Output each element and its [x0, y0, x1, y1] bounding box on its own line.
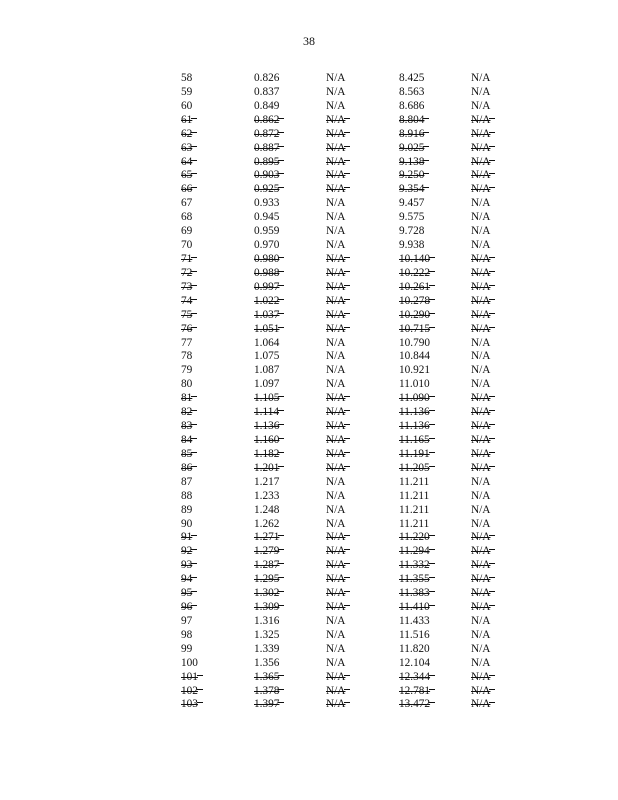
value-1-cell: 1.217	[254, 475, 280, 488]
table-row	[181, 100, 511, 114]
value-3-cell: 9.938	[399, 239, 425, 252]
row-number-cell: 81	[181, 392, 197, 406]
table-row-struck	[181, 420, 511, 434]
value-1-cell: 1.087	[254, 364, 280, 377]
value-1-cell: 1.064	[254, 336, 280, 349]
value-4-cell: N/A	[471, 671, 495, 685]
value-1-cell: 1.365	[254, 671, 284, 685]
row-number-cell: 62	[181, 128, 197, 142]
value-1-cell: 1.201	[254, 462, 284, 476]
table-row	[181, 197, 511, 211]
value-2-cell: N/A	[326, 281, 350, 295]
value-3-cell: 9.025	[399, 142, 429, 156]
row-number-cell: 88	[181, 489, 193, 502]
value-2-cell: N/A	[326, 350, 346, 363]
value-1-cell: 1.309	[254, 601, 284, 615]
value-4-cell: N/A	[471, 587, 495, 601]
value-1-cell: 1.287	[254, 559, 284, 573]
value-2-cell: N/A	[326, 183, 350, 197]
value-1-cell: 1.397	[254, 698, 284, 712]
value-3-cell: 11.433	[399, 614, 430, 627]
value-1-cell: 1.114	[254, 406, 284, 420]
value-4-cell: N/A	[471, 614, 491, 627]
value-4-cell: N/A	[471, 350, 491, 363]
value-3-cell: 10.790	[399, 336, 431, 349]
table-row	[181, 643, 511, 657]
value-3-cell: 11.355	[399, 573, 435, 587]
value-4-cell: N/A	[471, 72, 491, 84]
row-number-cell: 94	[181, 573, 197, 587]
value-3-cell: 11.205	[399, 462, 435, 476]
row-number-cell: 92	[181, 545, 197, 559]
row-number-cell: 84	[181, 434, 197, 448]
value-2-cell: N/A	[326, 225, 346, 238]
value-4-cell: N/A	[471, 406, 495, 420]
value-3-cell: 8.686	[399, 99, 425, 112]
table-row-struck	[181, 183, 511, 197]
value-1-cell: 1.037	[254, 309, 284, 323]
value-3-cell: 10.715	[399, 323, 435, 337]
row-number-cell: 64	[181, 156, 197, 170]
value-4-cell: N/A	[471, 475, 491, 488]
value-4-cell: N/A	[471, 225, 491, 238]
value-4-cell: N/A	[471, 392, 495, 406]
table-row	[181, 629, 511, 643]
value-2-cell: N/A	[326, 392, 350, 406]
value-3-cell: 9.250	[399, 169, 429, 183]
value-4-cell: N/A	[471, 364, 491, 377]
value-4-cell: N/A	[471, 573, 495, 587]
value-4-cell: N/A	[471, 559, 495, 573]
value-4-cell: N/A	[471, 197, 491, 210]
value-1-cell: 1.316	[254, 614, 280, 627]
value-3-cell: 11.516	[399, 628, 430, 641]
value-4-cell: N/A	[471, 336, 491, 349]
value-1-cell: 0.849	[254, 99, 280, 112]
value-2-cell: N/A	[326, 267, 350, 281]
value-2-cell: N/A	[326, 85, 346, 98]
row-number-cell: 63	[181, 142, 197, 156]
value-4-cell: N/A	[471, 601, 495, 615]
value-2-cell: N/A	[326, 545, 350, 559]
value-4-cell: N/A	[471, 114, 495, 128]
value-4-cell: N/A	[471, 99, 491, 112]
value-4-cell: N/A	[471, 656, 491, 669]
value-2-cell: N/A	[326, 628, 346, 641]
table-row-struck	[181, 698, 511, 712]
row-number-cell: 73	[181, 281, 197, 295]
value-2-cell: N/A	[326, 378, 346, 391]
table-row	[181, 364, 511, 378]
value-1-cell: 1.356	[254, 656, 280, 669]
table-row	[181, 225, 511, 239]
value-2-cell: N/A	[326, 142, 350, 156]
value-1-cell: 1.325	[254, 628, 280, 641]
value-1-cell: 1.279	[254, 545, 284, 559]
value-3-cell: 10.222	[399, 267, 435, 281]
value-4-cell: N/A	[471, 156, 495, 170]
row-number-cell: 86	[181, 462, 197, 476]
row-number-cell: 101	[181, 671, 203, 685]
value-1-cell: 0.959	[254, 225, 280, 238]
value-3-cell: 11.410	[399, 601, 435, 615]
value-4-cell: N/A	[471, 128, 495, 142]
row-number-cell: 90	[181, 517, 193, 530]
value-3-cell: 11.191	[399, 448, 435, 462]
row-number-cell: 78	[181, 350, 193, 363]
table-row	[181, 350, 511, 364]
table-row-struck	[181, 156, 511, 170]
value-2-cell: N/A	[326, 434, 350, 448]
row-number-cell: 69	[181, 225, 193, 238]
table-row	[181, 211, 511, 225]
table-row-struck	[181, 685, 511, 699]
value-2-cell: N/A	[326, 295, 350, 309]
table-row	[181, 504, 511, 518]
value-3-cell: 11.136	[399, 420, 435, 434]
value-1-cell: 1.248	[254, 503, 280, 516]
value-3-cell: 11.165	[399, 434, 435, 448]
value-1-cell: 0.945	[254, 211, 280, 224]
table-row-struck	[181, 559, 511, 573]
value-1-cell: 1.295	[254, 573, 284, 587]
value-2-cell: N/A	[326, 671, 350, 685]
value-1-cell: 0.925	[254, 183, 284, 197]
table-row-struck	[181, 587, 511, 601]
value-1-cell: 1.233	[254, 489, 280, 502]
value-3-cell: 10.278	[399, 295, 435, 309]
value-1-cell: 1.136	[254, 420, 284, 434]
table-row-struck	[181, 448, 511, 462]
value-2-cell: N/A	[326, 364, 346, 377]
value-4-cell: N/A	[471, 183, 495, 197]
value-4-cell: N/A	[471, 698, 495, 712]
value-1-cell: 0.872	[254, 128, 284, 142]
value-2-cell: N/A	[326, 114, 350, 128]
value-1-cell: 0.980	[254, 253, 284, 267]
row-number-cell: 76	[181, 323, 197, 337]
value-1-cell: 0.997	[254, 281, 284, 295]
table-row-struck	[181, 253, 511, 267]
table-row-struck	[181, 406, 511, 420]
value-1-cell: 1.097	[254, 378, 280, 391]
value-3-cell: 12.781	[399, 685, 435, 699]
table-row	[181, 476, 511, 490]
value-4-cell: N/A	[471, 462, 495, 476]
value-2-cell: N/A	[326, 587, 350, 601]
table-row	[181, 378, 511, 392]
value-3-cell: 11.211	[399, 475, 430, 488]
value-1-cell: 1.378	[254, 685, 284, 699]
value-1-cell: 1.271	[254, 531, 284, 545]
row-number-cell: 59	[181, 85, 193, 98]
value-3-cell: 8.916	[399, 128, 429, 142]
table-row-struck	[181, 392, 511, 406]
value-3-cell: 12.344	[399, 671, 435, 685]
value-4-cell: N/A	[471, 211, 491, 224]
row-number-cell: 82	[181, 406, 197, 420]
value-4-cell: N/A	[471, 531, 495, 545]
value-4-cell: N/A	[471, 323, 495, 337]
page-number: 38	[303, 34, 315, 48]
value-2-cell: N/A	[326, 253, 350, 267]
value-2-cell: N/A	[326, 128, 350, 142]
table-row	[181, 518, 511, 532]
value-1-cell: 1.105	[254, 392, 284, 406]
value-2-cell: N/A	[326, 169, 350, 183]
value-1-cell: 0.887	[254, 142, 284, 156]
row-number-cell: 89	[181, 503, 193, 516]
value-4-cell: N/A	[471, 253, 495, 267]
value-2-cell: N/A	[326, 531, 350, 545]
value-4-cell: N/A	[471, 169, 495, 183]
row-number-cell: 102	[181, 685, 203, 699]
table-row-struck	[181, 531, 511, 545]
table-row-struck	[181, 281, 511, 295]
table-row-struck	[181, 434, 511, 448]
table-row-struck	[181, 169, 511, 183]
row-number-cell: 93	[181, 559, 197, 573]
value-1-cell: 0.862	[254, 114, 284, 128]
value-4-cell: N/A	[471, 267, 495, 281]
row-number-cell: 103	[181, 698, 203, 712]
table-row-struck	[181, 323, 511, 337]
data-table	[181, 72, 511, 712]
value-1-cell: 1.182	[254, 448, 284, 462]
value-2-cell: N/A	[326, 573, 350, 587]
row-number-cell: 83	[181, 420, 197, 434]
value-4-cell: N/A	[471, 309, 495, 323]
value-2-cell: N/A	[326, 685, 350, 699]
table-row	[181, 239, 511, 253]
row-number-cell: 91	[181, 531, 197, 545]
row-number-cell: 77	[181, 336, 193, 349]
value-2-cell: N/A	[326, 99, 346, 112]
value-3-cell: 11.090	[399, 392, 435, 406]
table-row-struck	[181, 545, 511, 559]
row-number-cell: 61	[181, 114, 197, 128]
value-4-cell: N/A	[471, 434, 495, 448]
table-row-struck	[181, 128, 511, 142]
value-4-cell: N/A	[471, 85, 491, 98]
value-3-cell: 11.136	[399, 406, 435, 420]
row-number-cell: 72	[181, 267, 197, 281]
value-3-cell: 11.294	[399, 545, 435, 559]
value-3-cell: 11.383	[399, 587, 435, 601]
value-2-cell: N/A	[326, 601, 350, 615]
row-number-cell: 60	[181, 99, 193, 112]
value-4-cell: N/A	[471, 142, 495, 156]
value-2-cell: N/A	[326, 197, 346, 210]
row-number-cell: 70	[181, 239, 193, 252]
value-2-cell: N/A	[326, 559, 350, 573]
table-row-struck	[181, 267, 511, 281]
value-1-cell: 1.075	[254, 350, 280, 363]
value-4-cell: N/A	[471, 685, 495, 699]
value-4-cell: N/A	[471, 239, 491, 252]
value-3-cell: 11.220	[399, 531, 435, 545]
table-row-struck	[181, 671, 511, 685]
value-2-cell: N/A	[326, 448, 350, 462]
value-1-cell: 0.903	[254, 169, 284, 183]
value-1-cell: 1.022	[254, 295, 284, 309]
row-number-cell: 71	[181, 253, 197, 267]
value-2-cell: N/A	[326, 239, 346, 252]
row-number-cell: 68	[181, 211, 193, 224]
value-3-cell: 10.140	[399, 253, 435, 267]
table-row-struck	[181, 462, 511, 476]
value-2-cell: N/A	[326, 406, 350, 420]
table-row-struck	[181, 142, 511, 156]
value-2-cell: N/A	[326, 642, 346, 655]
value-2-cell: N/A	[326, 489, 346, 502]
row-number-cell: 67	[181, 197, 193, 210]
table-row-struck	[181, 295, 511, 309]
value-4-cell: N/A	[471, 489, 491, 502]
value-2-cell: N/A	[326, 614, 346, 627]
value-1-cell: 0.837	[254, 85, 280, 98]
value-4-cell: N/A	[471, 448, 495, 462]
row-number-cell: 65	[181, 169, 197, 183]
value-3-cell: 10.290	[399, 309, 435, 323]
row-number-cell: 80	[181, 378, 193, 391]
row-number-cell: 79	[181, 364, 193, 377]
value-2-cell: N/A	[326, 72, 346, 84]
value-4-cell: N/A	[471, 420, 495, 434]
table-row	[181, 657, 511, 671]
value-3-cell: 9.575	[399, 211, 425, 224]
value-1-cell: 0.988	[254, 267, 284, 281]
table-row-struck	[181, 309, 511, 323]
table-row	[181, 490, 511, 504]
value-4-cell: N/A	[471, 295, 495, 309]
value-4-cell: N/A	[471, 642, 491, 655]
value-2-cell: N/A	[326, 211, 346, 224]
value-3-cell: 11.211	[399, 489, 430, 502]
row-number-cell: 66	[181, 183, 197, 197]
row-number-cell: 74	[181, 295, 197, 309]
value-4-cell: N/A	[471, 281, 495, 295]
row-number-cell: 100	[181, 656, 198, 669]
table-row-struck	[181, 601, 511, 615]
value-3-cell: 10.261	[399, 281, 435, 295]
value-4-cell: N/A	[471, 545, 495, 559]
row-number-cell: 98	[181, 628, 193, 641]
value-1-cell: 1.262	[254, 517, 280, 530]
table-row	[181, 86, 511, 100]
value-4-cell: N/A	[471, 378, 491, 391]
value-3-cell: 9.138	[399, 156, 429, 170]
value-3-cell: 10.921	[399, 364, 431, 377]
value-2-cell: N/A	[326, 517, 346, 530]
row-number-cell: 87	[181, 475, 193, 488]
row-number-cell: 96	[181, 601, 197, 615]
value-1-cell: 0.970	[254, 239, 280, 252]
row-number-cell: 99	[181, 642, 193, 655]
table-row-struck	[181, 573, 511, 587]
value-3-cell: 11.211	[399, 503, 430, 516]
value-1-cell: 0.895	[254, 156, 284, 170]
table-row	[181, 72, 511, 86]
table-row	[181, 615, 511, 629]
value-1-cell: 0.826	[254, 72, 280, 84]
value-4-cell: N/A	[471, 503, 491, 516]
value-3-cell: 13.472	[399, 698, 435, 712]
table-row-struck	[181, 114, 511, 128]
value-2-cell: N/A	[326, 309, 350, 323]
value-3-cell: 9.354	[399, 183, 429, 197]
value-1-cell: 0.933	[254, 197, 280, 210]
value-1-cell: 1.302	[254, 587, 284, 601]
value-3-cell: 9.728	[399, 225, 425, 238]
value-3-cell: 8.804	[399, 114, 429, 128]
value-4-cell: N/A	[471, 628, 491, 641]
value-2-cell: N/A	[326, 475, 346, 488]
value-3-cell: 11.010	[399, 378, 430, 391]
value-1-cell: 1.160	[254, 434, 284, 448]
row-number-cell: 58	[181, 72, 193, 84]
value-3-cell: 8.425	[399, 72, 425, 84]
value-2-cell: N/A	[326, 323, 350, 337]
row-number-cell: 97	[181, 614, 193, 627]
row-number-cell: 95	[181, 587, 197, 601]
value-2-cell: N/A	[326, 420, 350, 434]
value-2-cell: N/A	[326, 698, 350, 712]
value-3-cell: 10.844	[399, 350, 431, 363]
value-2-cell: N/A	[326, 462, 350, 476]
value-3-cell: 9.457	[399, 197, 425, 210]
value-3-cell: 12.104	[399, 656, 431, 669]
value-2-cell: N/A	[326, 656, 346, 669]
value-2-cell: N/A	[326, 503, 346, 516]
value-4-cell: N/A	[471, 517, 491, 530]
value-2-cell: N/A	[326, 336, 346, 349]
value-3-cell: 11.211	[399, 517, 430, 530]
table-row	[181, 337, 511, 351]
value-1-cell: 1.339	[254, 642, 280, 655]
row-number-cell: 75	[181, 309, 197, 323]
value-3-cell: 11.820	[399, 642, 430, 655]
value-3-cell: 8.563	[399, 85, 425, 98]
value-1-cell: 1.051	[254, 323, 284, 337]
value-3-cell: 11.332	[399, 559, 435, 573]
value-2-cell: N/A	[326, 156, 350, 170]
row-number-cell: 85	[181, 448, 197, 462]
